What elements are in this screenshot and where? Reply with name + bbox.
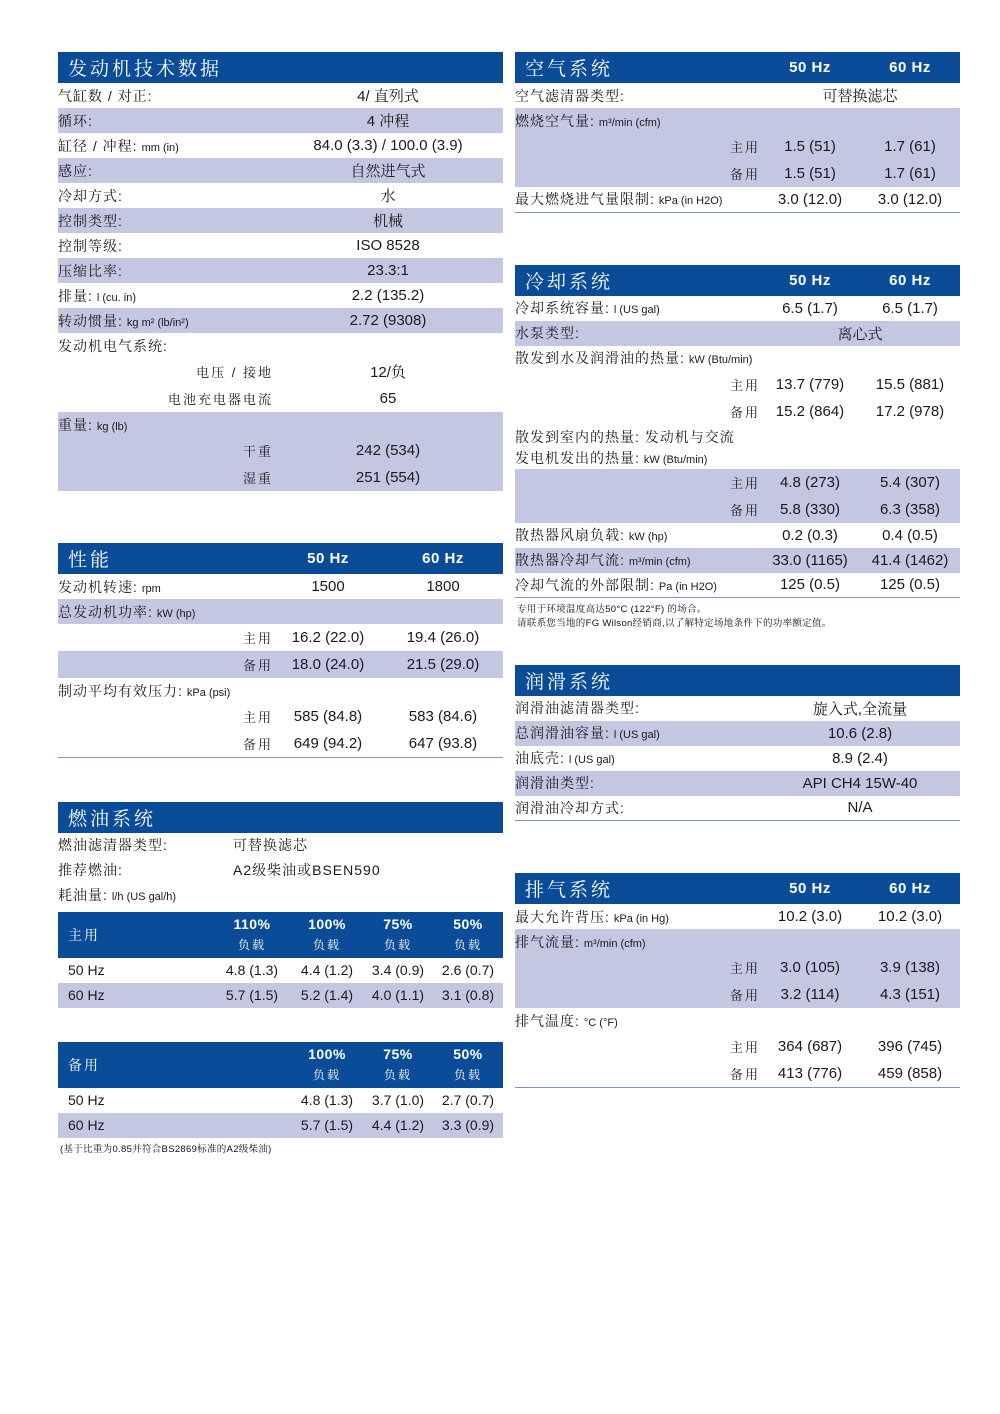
exhaust-temp-label-row: [515, 1008, 960, 1033]
table-row: [58, 1113, 503, 1138]
row-label: 散热器冷却气流:: [515, 552, 625, 568]
engine-technical-data-table: [58, 52, 503, 491]
row-label: 燃油滤清器类型:: [58, 837, 168, 853]
frequency-label: 60 Hz: [68, 1117, 105, 1133]
row-label: 气缸数 / 对正:: [58, 87, 153, 104]
header-60hz: 60 Hz: [889, 271, 931, 289]
load-word: 负载: [237, 938, 266, 952]
row-unit: kPa (in Hg): [613, 912, 669, 925]
sub-label: 主用: [242, 710, 273, 725]
table-row: [515, 1033, 960, 1060]
lubrication-section-header: [515, 665, 960, 696]
row-unit: l (US gal): [613, 729, 660, 742]
value-50hz: 10.2 (3.0): [777, 908, 843, 926]
gross-power-label-row: [58, 599, 503, 624]
table-row: [58, 258, 503, 283]
row-value: 自然进气式: [350, 163, 426, 180]
lubrication-section-title: 润滑系统: [525, 671, 614, 693]
consumption-label-row: [58, 883, 503, 908]
row-value: 84.0 (3.3) / 100.0 (3.9): [313, 137, 463, 154]
spacer: [515, 213, 960, 265]
load-word: 负载: [383, 1068, 412, 1082]
row-label: 冷却方式:: [58, 187, 123, 204]
row-label: 推荐燃油:: [58, 862, 123, 878]
air-system-table: [515, 52, 960, 213]
sub-label: 主用: [729, 377, 760, 393]
sub-label: 备用: [242, 736, 273, 752]
table-row: [58, 358, 503, 385]
table-row: [515, 721, 960, 746]
row-label: 润滑油滤清器类型:: [515, 700, 640, 717]
exhaust-section-title: 排气系统: [525, 880, 614, 902]
row-value: N/A: [847, 799, 873, 817]
sub-label: 电压 / 接地: [196, 365, 273, 380]
header-60hz: 60 Hz: [889, 59, 931, 76]
table-row: [515, 160, 960, 187]
value-60hz: 3.0 (12.0): [877, 190, 943, 208]
row-label: 冷却系统容量:: [515, 300, 610, 316]
lubrication-system-table: [515, 665, 960, 822]
row-value: 旋入式,全流量: [812, 700, 908, 718]
row-value: 12/负: [370, 364, 406, 381]
row-label-line2: 发电机发出的热量:: [515, 449, 640, 466]
row-label: 压缩比率:: [58, 262, 123, 279]
value-60hz: 459 (858): [877, 1064, 943, 1082]
value-50hz: 0.2 (0.3): [782, 526, 838, 544]
row-unit: kW (hp): [628, 531, 668, 543]
cooling-section-header: [515, 265, 960, 296]
value-50hz: 5.8 (330): [779, 500, 841, 518]
value-50hz: 33.0 (1165): [772, 551, 848, 569]
row-unit: m³/min (cfm): [628, 556, 691, 568]
row-unit: m³/min (cfm): [598, 116, 661, 129]
right-column: [515, 52, 960, 1088]
sub-label: 备用: [729, 502, 760, 518]
bmep-label-row: [58, 678, 503, 703]
value-60hz: 41.4 (1462): [871, 551, 949, 569]
row-unit: m³/min (cfm): [583, 937, 646, 950]
table-row: [515, 981, 960, 1008]
row-label: 润滑油冷却方式:: [515, 799, 625, 816]
value-60hz: 5.4 (307): [879, 473, 941, 491]
value-50hz: 4.8 (273): [779, 473, 841, 491]
value-60hz: 1.7 (61): [884, 138, 936, 155]
cell-value: 2.6 (0.7): [441, 962, 495, 978]
sub-label: 湿重: [242, 471, 273, 486]
row-value: 2.72 (9308): [349, 312, 427, 329]
value-60hz: 6.5 (1.7): [882, 299, 938, 317]
column-header: 50%: [453, 915, 483, 932]
sub-label: 主用: [729, 140, 760, 155]
row-unit: kW (Btu/min): [643, 453, 708, 466]
row-value: 机械: [372, 213, 403, 230]
two-column-layout: [58, 52, 960, 1156]
row-label: 重量:: [58, 416, 93, 433]
sub-label: 主用: [729, 475, 760, 491]
fuel-standby-table: [58, 1042, 503, 1138]
value-60hz: 15.5 (881): [875, 375, 945, 393]
exhaust-flow-label-row: [515, 929, 960, 954]
value-50hz: 15.2 (864): [775, 402, 845, 420]
table-row: [58, 208, 503, 233]
fuel-section-title: 燃油系统: [68, 808, 157, 830]
fuel-section-header: [58, 802, 503, 833]
row-label: 散发到水及润滑油的热量:: [515, 350, 685, 366]
cooling-note-line1: 专用于环境温度高达50°C (122°F) 的场合。: [517, 604, 707, 615]
row-unit: kg (lb): [96, 420, 128, 433]
fuel-prime-header-row: [58, 912, 503, 936]
row-value: 可替换滤芯: [822, 88, 898, 105]
sub-label: 备用: [729, 167, 760, 182]
table-row: [515, 796, 960, 821]
value-50hz: 16.2 (22.0): [291, 629, 365, 646]
row-value: A2级柴油或BSEN590: [233, 862, 381, 878]
table-row: [515, 83, 960, 108]
value-60hz: 1800: [426, 578, 460, 595]
row-value: 8.9 (2.4): [832, 749, 888, 767]
spacer: [515, 821, 960, 873]
row-label: 转动惯量:: [58, 312, 123, 329]
performance-table: [58, 543, 503, 758]
table-row: [515, 133, 960, 160]
header-50hz: 50 Hz: [307, 550, 349, 567]
row-value: 23.3:1: [367, 262, 409, 279]
row-label: 循环:: [58, 112, 93, 129]
table-row: [515, 746, 960, 771]
heat-room-label-row-2: [515, 447, 960, 469]
table-row: [58, 858, 503, 883]
column-header: 100%: [308, 1045, 346, 1062]
value-60hz: 647 (93.8): [408, 734, 478, 752]
table-row: [515, 904, 960, 929]
table-row: [58, 651, 503, 678]
load-word: 负载: [383, 938, 412, 952]
value-50hz: 13.7 (779): [775, 375, 845, 393]
table-row: [58, 437, 503, 464]
cell-value: 4.4 (1.2): [371, 1117, 425, 1133]
row-unit: l/h (US gal/h): [111, 891, 177, 903]
row-label: 油底壳:: [515, 750, 565, 767]
table-row: [515, 296, 960, 321]
table-row: [58, 833, 503, 858]
table-row: [58, 233, 503, 258]
cell-value: 3.1 (0.8): [441, 987, 495, 1003]
left-column: [58, 52, 503, 1156]
row-label: 总发动机功率:: [58, 603, 153, 620]
engine-section-title: 发动机技术数据: [68, 59, 223, 80]
row-label: 总润滑油容量:: [515, 725, 610, 742]
value-60hz: 4.3 (151): [879, 986, 941, 1004]
row-label: 最大允许背压:: [515, 908, 610, 925]
frequency-label: 50 Hz: [68, 962, 105, 978]
cell-value: 4.8 (1.3): [225, 962, 279, 978]
table-row: [58, 464, 503, 491]
row-label-line1: 散发到室内的热量: 发动机与交流: [515, 428, 735, 445]
table-row: [515, 469, 960, 496]
cell-value: 5.2 (1.4): [300, 987, 354, 1003]
header-60hz: 60 Hz: [422, 550, 464, 567]
table-row: [515, 398, 960, 425]
value-60hz: 10.2 (3.0): [877, 908, 943, 926]
value-50hz: 413 (776): [777, 1064, 843, 1082]
row-unit: l (US gal): [613, 304, 660, 316]
sub-label: 备用: [729, 404, 760, 420]
cell-value: 4.8 (1.3): [300, 1092, 354, 1108]
row-label: 发动机电气系统:: [58, 337, 168, 354]
row-label: 润滑油类型:: [515, 775, 595, 792]
table-row: [58, 158, 503, 183]
row-value: 4 冲程: [366, 113, 410, 130]
row-label: 排量:: [58, 287, 93, 304]
row-unit: kPa (psi): [186, 686, 231, 699]
row-label: 散热器风扇负载:: [515, 527, 625, 543]
row-label: 空气滤清器类型:: [515, 87, 625, 104]
table-row: [515, 523, 960, 548]
fuel-system-table: [58, 802, 503, 1157]
row-label: 控制类型:: [58, 212, 123, 229]
value-60hz: 17.2 (978): [875, 402, 945, 420]
row-value: 水: [380, 188, 396, 205]
value-60hz: 19.4 (26.0): [406, 629, 480, 646]
value-60hz: 1.7 (61): [884, 165, 936, 182]
table-row: [58, 983, 503, 1008]
column-header: 75%: [383, 915, 413, 932]
row-label: 感应:: [58, 162, 93, 179]
table-row: [58, 958, 503, 983]
row-value: 可替换滤芯: [233, 837, 308, 853]
value-60hz: 583 (84.6): [408, 708, 478, 725]
table-row: [515, 573, 960, 598]
column-header: 50%: [453, 1045, 483, 1062]
row-unit: °C (°F): [583, 1016, 618, 1029]
value-50hz: 3.0 (12.0): [777, 190, 843, 208]
row-unit: kW (hp): [156, 607, 196, 620]
table-row: [58, 703, 503, 730]
table-row: [58, 624, 503, 651]
exhaust-system-table: [515, 873, 960, 1088]
exhaust-section-header: [515, 873, 960, 904]
row-unit: l (US gal): [568, 754, 615, 767]
row-value: 242 (534): [355, 442, 421, 459]
column-header: 100%: [308, 915, 346, 932]
row-label: 耗油量:: [58, 887, 108, 903]
row-value: 10.6 (2.8): [827, 724, 893, 742]
table-row: [58, 385, 503, 412]
frequency-label: 60 Hz: [68, 987, 105, 1003]
spacer: [58, 758, 503, 802]
table-row: [58, 133, 503, 158]
table-row: [515, 696, 960, 721]
row-label: 制动平均有效压力:: [58, 682, 183, 699]
row-label: 燃烧空气量:: [515, 112, 595, 129]
fuel-prime-table: [58, 912, 503, 1008]
table-row: [515, 1060, 960, 1087]
cell-value: 3.4 (0.9): [371, 962, 425, 978]
row-label: 冷却气流的外部限制:: [515, 576, 655, 593]
value-50hz: 6.5 (1.7): [782, 299, 838, 317]
heat-water-label-row: [515, 346, 960, 371]
table-row: [515, 371, 960, 398]
sub-label: 备用: [242, 658, 273, 673]
table-row: [58, 183, 503, 208]
table-row: [58, 308, 503, 333]
header-50hz: 50 Hz: [789, 880, 831, 898]
row-unit: mm (in): [141, 141, 179, 154]
table-row: [515, 954, 960, 981]
spacer: [58, 491, 503, 543]
table-row: [515, 771, 960, 796]
table-row: [58, 730, 503, 757]
fuel-standby-header-row: [58, 1042, 503, 1066]
air-section-header: [515, 52, 960, 83]
table-row: [58, 574, 503, 599]
row-label: 缸径 / 冲程:: [58, 137, 138, 154]
cell-value: 5.7 (1.5): [225, 987, 279, 1003]
row-unit: Pa (in H2O): [658, 580, 717, 593]
cell-value: 4.4 (1.2): [300, 962, 354, 978]
value-60hz: 0.4 (0.5): [882, 526, 938, 544]
table-row: [515, 321, 960, 346]
column-header: 110%: [233, 915, 271, 932]
header-50hz: 50 Hz: [789, 59, 831, 76]
value-50hz: 18.0 (24.0): [291, 656, 365, 673]
value-50hz: 1500: [311, 578, 345, 595]
column-header: 75%: [383, 1045, 413, 1062]
value-50hz: 364 (687): [777, 1038, 843, 1056]
sub-label: 电池充电器电流: [167, 392, 273, 407]
cell-value: 4.0 (1.1): [371, 987, 425, 1003]
cooling-note-line2: 请联系您当地的FG Wilson经销商,以了解特定场地条件下的功率额定值。: [517, 617, 832, 629]
row-label: 排气流量:: [515, 933, 580, 950]
cooling-system-table: [515, 265, 960, 631]
value-50hz: 125 (0.5): [779, 576, 841, 594]
sub-label: 备用: [729, 1066, 760, 1082]
table-row: [58, 283, 503, 308]
value-50hz: 3.0 (105): [779, 959, 841, 977]
row-value: ISO 8528: [356, 237, 420, 254]
row-label: 最大燃烧进气量限制:: [515, 191, 655, 208]
performance-section-title: 性能: [68, 550, 113, 571]
value-50hz: 1.5 (51): [784, 138, 836, 155]
header-50hz: 50 Hz: [789, 271, 831, 289]
sub-label: 干重: [242, 444, 273, 459]
value-50hz: 3.2 (114): [780, 986, 840, 1004]
row-unit: kPa (in H2O): [658, 195, 723, 208]
table-row: [515, 187, 960, 212]
row-label: 排气温度:: [515, 1012, 580, 1029]
row-value: 251 (554): [355, 469, 421, 486]
row-label: 发动机转速:: [58, 578, 138, 595]
load-word: 负载: [453, 1068, 482, 1082]
cooling-note: [515, 603, 960, 631]
row-unit: kW (Btu/min): [688, 354, 753, 366]
value-50hz: 649 (94.2): [293, 734, 363, 752]
value-50hz: 1.5 (51): [784, 165, 836, 182]
value-50hz: 585 (84.8): [293, 708, 363, 725]
sub-label: 主用: [729, 1040, 760, 1056]
table-row: [58, 83, 503, 108]
row-value: API CH4 15W-40: [802, 774, 918, 792]
value-60hz: 21.5 (29.0): [406, 656, 480, 673]
weight-label-row: [58, 412, 503, 437]
row-label: 水泵类型:: [515, 325, 580, 341]
table-row: [515, 496, 960, 523]
load-word: 负载: [453, 938, 482, 952]
value-60hz: 6.3 (358): [879, 500, 941, 518]
performance-section-header: [58, 543, 503, 574]
row-value: 65: [379, 390, 397, 407]
table-row: [58, 108, 503, 133]
spacer: [515, 631, 960, 665]
sub-label: 主用: [242, 631, 273, 646]
value-60hz: 3.9 (138): [879, 959, 941, 977]
load-word: 负载: [312, 938, 341, 952]
fuel-prime-name: 主用: [68, 926, 100, 943]
row-value: 离心式: [837, 325, 883, 343]
row-label: 控制等级:: [58, 237, 123, 254]
electrical-system-label-row: [58, 333, 503, 358]
air-section-title: 空气系统: [525, 59, 614, 80]
spacer: [58, 1008, 503, 1042]
sub-label: 主用: [729, 961, 760, 977]
row-unit: kg m² (lb/in²): [126, 316, 189, 329]
value-60hz: 396 (745): [877, 1038, 943, 1056]
table-row: [58, 1088, 503, 1113]
cell-value: 2.7 (0.7): [441, 1092, 495, 1108]
cell-value: 3.7 (1.0): [371, 1092, 425, 1108]
value-60hz: 125 (0.5): [879, 576, 941, 594]
row-unit: l (cu. in): [96, 291, 137, 304]
combustion-air-label-row: [515, 108, 960, 133]
row-value: 2.2 (135.2): [351, 287, 425, 304]
fuel-note: (基于比重为0.85并符合BS2869标准的A2级柴油): [60, 1143, 272, 1155]
heat-room-label-row-1: [515, 425, 960, 447]
row-value: 4/ 直列式: [357, 88, 419, 105]
engine-section-header: [58, 52, 503, 83]
frequency-label: 50 Hz: [68, 1092, 105, 1108]
load-word: 负载: [312, 1068, 341, 1082]
sub-label: 备用: [729, 988, 760, 1004]
fuel-standby-name: 备用: [68, 1056, 100, 1073]
header-60hz: 60 Hz: [889, 880, 931, 898]
table-row: [515, 548, 960, 573]
cooling-section-title: 冷却系统: [525, 271, 614, 293]
cell-value: 5.7 (1.5): [300, 1117, 354, 1133]
row-unit: rpm: [141, 582, 161, 595]
cell-value: 3.3 (0.9): [441, 1117, 495, 1133]
